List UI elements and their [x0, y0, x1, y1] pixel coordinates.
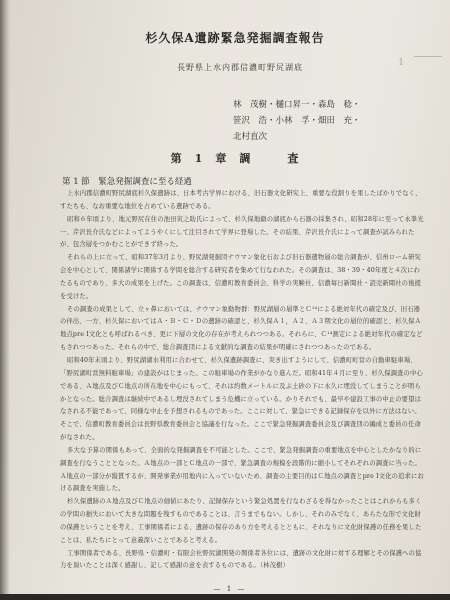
spine-shadow	[0, 0, 10, 600]
report-location: 長野県上水内郡信濃町野尻湖底	[177, 63, 303, 72]
paragraph: 上水内郡信濃町野尻湖底杉久保遺跡は、日本考古学界における、旧石器文化研究上、重要な役割りを果したばかりでなく、すたちも、なお重要な地位を占めている遺跡である。	[60, 190, 422, 210]
page-number: — 1 —	[213, 585, 247, 593]
paragraph: 杉久保遺跡のＡ地点及びＣ地点の価値にあたり、記録保存という緊急処置を行なわざるを得なかったことはこれからも多くの学問の損失において大きな問題を残すものであることは、言うまでもない。しかし、それのみでなく、あらたな形で文化財の保護ということを考え、工事関係者による、遺跡の保存のあり方を考えるとともに、それなりに文化財保護の任務を果したことは、私たちにとって意義深いことであると考える。	[60, 498, 422, 544]
section-heading: 第 1 節 緊急発掘調査に至る経過	[62, 177, 192, 187]
paragraph: 工事関係者である、長野県・信濃町・有限会社野尻湖開発の関係者各位には、遺跡の文化財に対する理解とその保護への協力を頂いたことは深く感謝し、記して感謝の意を表するものである。（林茂樹）	[60, 549, 422, 570]
paragraph: 多大な予算の関係もあって、全面的な発掘調査を不可能とした。ここで、緊急発掘調査の重要地点を中心としたかなり的に調査を行なうこととなった。Ａ地点の一部とＣ地点の一部で、緊急調査の規模を段階的に縮小してそれぞれの調査に当った。Ａ地点の一部分が縦貫するが、開発事業が用地内に入っていないため、調査の主要目的はＣ地点の調査とpre Ⅰ文化の追求における調査を実施した。	[60, 446, 424, 493]
author-list	[233, 97, 361, 145]
paragraph: それらの上に立って、昭和37年3月より、野尻湖発掘団ナウマン象化石および旧石器遺物層の総合調査が、信州ローム研究会を中心として、関係諸学に関係する学問を総合する研究者を集めて行なわれた。その調査は、38・39・40年度と４次にわたるものであり、多大の成果を上げた。この調査は、信濃町教育委員会、科学の実験社、信濃毎日新聞社・読売新聞社の後援を受けた。	[60, 254, 422, 300]
author-line: 北村直次	[233, 132, 268, 142]
paragraph: 昭和６年頃より、地元野尻在住の池田寅之助氏によって、杉久保地籍の湖底から石器の採集され、昭和28年に至って永峯光一、芹沢長介氏などによってようやくにして注目されて学界に登場した。その結果、芹沢長介氏によって調査が試みられたが、包含層をつかむことができず終った。	[60, 215, 424, 249]
report-title: 杉久保A遺跡緊急発掘調査報告	[145, 31, 325, 45]
bottom-edge	[0, 594, 450, 600]
author-line: 笹沢 浩・小林 孚・畑田 充・	[233, 116, 361, 126]
side-mark: 1	[398, 58, 404, 68]
body-text	[60, 188, 424, 573]
author-line: 林 茂樹・樋口昇一・森島 稔・	[233, 100, 361, 110]
paragraph: その調査の成果として、立ヶ鼻においては、ナウマン象動物群：野尻湖層の層準とＣ¹⁴による絶対年代の確定及び、旧石器の伴出、一方、杉久保においてはＡ・Ｂ・Ｃ・Ｄの遺跡の確認と、杉久保Ａ１，Ａ２、Ａ３期文化の層位的確認と、杉久保Ａ地点pre Ⅰ文化とも呼ばれるべき、更に下層の文化の存在が考えられつつある。それらに、Ｃ¹⁴測定による絶対年代の確定などもされつつあった。それらの中で、総合調査団による文献的な調査の結果が明確にされつつあったのである。	[60, 305, 423, 352]
adjacent-page-tab	[414, 56, 442, 65]
paragraph: 昭和40年末頃より、野尻湖湖水利用に合わせて、杉久保遺跡調査に、突き出すようにして、信濃町町営の自動車駐車場、「野尻湖町営無料駐車場」の建設がはじまった。この駐車場の作業がかなり進んだ。昭和41年４月に至り、杉久保調査の中心である、Ａ地点及びＣ地点の所在地を中心にもって、それは約数メートルに及ぶ土砂の下に永久に埋没してしまうことが明らかとなった。総合調査は継続中であるし埋没されてしまう危機に立っている。かりそれでも、最早や建設工事の中止の要望はなされる不能であって、同様な中止を予想されるものであった。ここに対して、緊急にできる記録保存を以外に方法はない。そこで、信濃町教育委員会は長野県教育委員会と協議を行なった。ここで緊急発掘調査委員会及び調査団の編成と委員の任命がなされた。	[60, 356, 423, 442]
chapter-heading: 第 1 章 調 査	[170, 152, 300, 165]
